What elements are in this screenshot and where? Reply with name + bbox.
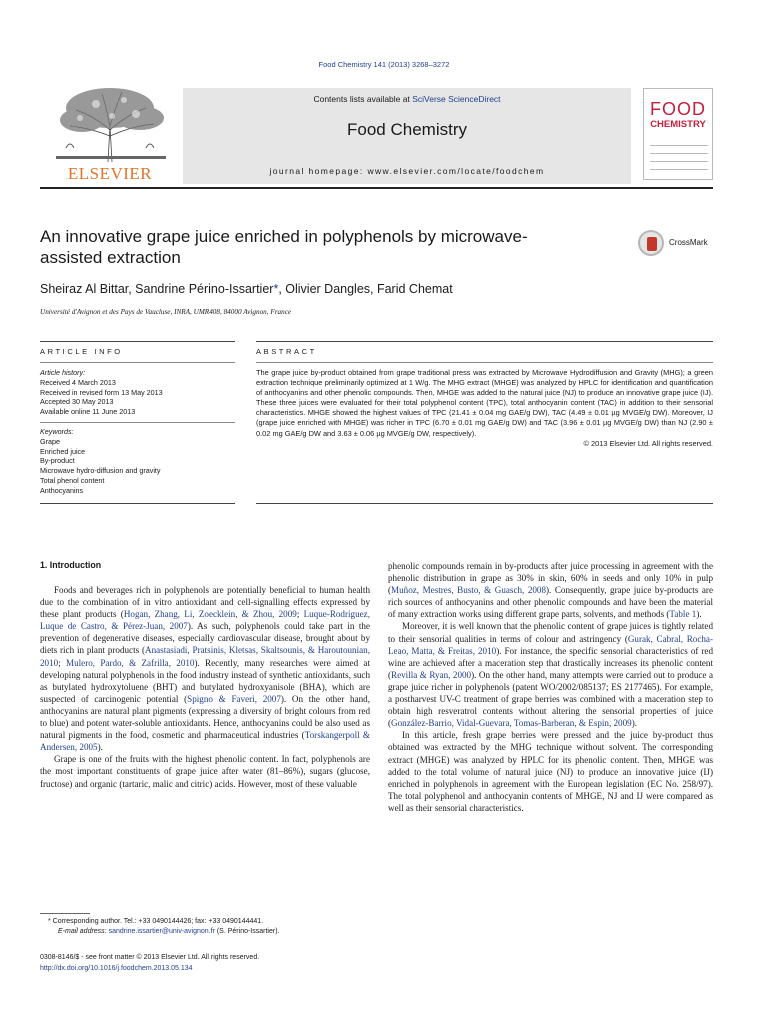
abstract-heading: ABSTRACT (256, 347, 317, 356)
body-paragraph (388, 560, 713, 620)
keyword-list (40, 437, 235, 496)
article-title: An innovative grape juice enriched in polyphenols by microwave-assisted extraction (40, 227, 528, 267)
keyword-item: By-product (40, 456, 75, 466)
crossmark-label: CrossMark (669, 238, 708, 247)
elsevier-tree-icon (46, 86, 176, 164)
abstract (256, 368, 713, 449)
article-info-heading: ARTICLE INFO (40, 347, 123, 356)
sciencedirect-link[interactable]: SciVerse ScienceDirect (412, 94, 501, 104)
body-text: Moreover, it is well known that the phenolic content of grape juices is tightly related to their sensorial qualities in terms of colour and astringency ( (388, 621, 713, 644)
body-paragraph (40, 584, 370, 753)
crossmark-icon (638, 230, 664, 256)
journal-homepage[interactable]: journal homepage: www.elsevier.com/locate/foodchem (269, 166, 545, 176)
keyword-item: Total phenol content (40, 475, 105, 485)
body-text: ; (296, 609, 304, 620)
citation-link[interactable]: Luque-Rodríguez, Luque de Castro, & Pérez-Juan, 2007 (40, 609, 370, 632)
citation-link[interactable]: Table 1 (669, 609, 697, 620)
info-top-rule (40, 341, 235, 342)
affiliation: Université d'Avignon et des Pays de Vaucluse, INRA, UMR408, 84000 Avignon, France (40, 308, 292, 316)
history-list (40, 378, 235, 417)
article-info (40, 368, 235, 496)
doi-link[interactable]: http://dx.doi.org/10.1016/j.foodchem.2013.05.134 (40, 965, 193, 972)
journal-title: Food Chemistry (347, 120, 467, 139)
citation-link[interactable]: Spigno & Faveri, 2007 (187, 693, 281, 704)
history-label: Article history: (40, 368, 86, 377)
email-label: E-mail address: (58, 928, 109, 935)
abstract-top-rule (256, 341, 713, 342)
body-column-left (40, 584, 370, 790)
keyword-item: Microwave hydro-diffusion and gravity (40, 466, 161, 476)
body-text: phenolic compounds remain in by-products after juice processing in agreement with the phenolic distribution in grape as 30% in skin, 60% in seeds and only 10% in pulp ( (388, 561, 713, 596)
footnote (40, 917, 370, 937)
contents-line (183, 94, 631, 104)
keywords-label: Keywords: (40, 426, 74, 436)
body-text: Grape is one of the fruits with the highest phenolic content. In fact, polyphenols are the most important constituents of grape juice after water (81–86%), sugars (glucose, fructose) and organic (tartaric, malic and citric) acids. However, most of these valuable (40, 754, 370, 789)
citation-link[interactable]: González-Barrio, Vidal-Guevara, Tomas-Barberan, & Espin, 2009 (391, 718, 632, 729)
history-item: Received 4 March 2013 (40, 377, 116, 387)
body-text: ). (631, 718, 637, 729)
body-text: ). Recently, many researches were aimed at developing natural polyphenols in the food industry instead of synthetic antioxidants, such as butylated hydroxytoluene (BHT) and butylated hydroxyanisole (BHA), which are suspected of carcinogenic potential ( (40, 657, 370, 704)
journal-cover[interactable] (643, 88, 713, 180)
header-divider (40, 187, 713, 189)
citation-link[interactable]: Hogan, Zhang, Li, Zoecklein, & Zhou, 2009 (123, 609, 297, 620)
citation-link[interactable]: Muñoz, Mestres, Busto, & Guasch, 2008 (391, 585, 547, 596)
keyword-item: Anthocyanins (40, 485, 84, 495)
body-column-right (388, 560, 713, 814)
contents-prefix: Contents lists available at (313, 94, 413, 104)
citation-link[interactable]: Mulero, Pardo, & Zafrilla, 2010 (66, 657, 195, 668)
corresponding-author-mark[interactable]: * (273, 282, 279, 296)
citation-link[interactable]: Anastasiadi, Pratsinis, Kletsas, Skaltsounis, & Haroutounian, 2010 (40, 645, 370, 668)
abstract-text: The grape juice by-product obtained from grape traditional press was extracted by Microwave Hydrodiffusion and Gravity (MHG); a green extraction technique preliminarily optimized at 1 W/g. The MHG extract (MHGE) was analyzed by HPLC for identification and quantification of anthocyanins and other phenolic compounds. Then, MHGE was added to the natural juice (NJ) to produce an innovative grape juice (IJ). These three juices were evaluated for their total polyphenol content (TPC), total anthocyanin content (TAC) in addition to their sensorial characteristics. MHGE showed the highest values of TPC (21.41 ± 0.04 mg GAE/g DW), TAC (4.49 ± 0.01 µg MVGE/g DW). Moreover, IJ (grape juice enriched with MHGE) was richer in TPC (6.70 ± 0.01 mg GAE/g DW) and TAC (3.96 ± 0.01 µg MVGE/g DW) than NJ (2.90 ± 0.02 mg GAE/g DW and 3.63 ± 0.06 µg MVGE/g DW, respectively). (256, 368, 713, 438)
issn-line: 0308-8146/$ - see front matter © 2013 Elsevier Ltd. All rights reserved. (40, 954, 260, 961)
info-bottom-rule (40, 503, 235, 504)
citation-link[interactable]: Torskangerpoll & Andersen, 2005 (40, 730, 370, 753)
abstract-sub-rule (256, 362, 713, 363)
citation-link[interactable]: Revilla & Ryan, 2000 (391, 669, 472, 680)
body-text: ). On the other hand, anthocyanins are natural plant pigments (expressing a diversity of bright colours from red to blue) and potent water-soluble antioxidants. Hence, anthocyanins could be also used as natural pigments in the food, cosmetic and pharmaceutical industries ( (40, 693, 370, 741)
body-text: ; (58, 657, 66, 668)
body-text: ). (97, 742, 103, 753)
info-sub-rule (40, 362, 235, 363)
authors-part-1: Sheiraz Al Bittar, Sandrine Périno-Issartier (40, 282, 274, 296)
elsevier-logo[interactable] (40, 86, 180, 182)
body-text: ). On the other hand, many attempts were carried out to produce a grape juice richer in polyphenols (patent WO/2002/085137; ES 2177465). For example, a postharvest UV-C treatment of grape berries was combined with a maceration step to obtain high resveratrol contents without altering the sensorial properties of juice ( (388, 669, 713, 729)
citation-link[interactable]: Gurak, Cabral, Rocha-Leao, Matta, & Freitas, 2010 (388, 633, 713, 656)
history-item: Accepted 30 May 2013 (40, 397, 114, 407)
footnote-rule (40, 913, 90, 914)
author-email-link[interactable]: sandrine.issartier@univ-avignon.fr (108, 928, 215, 935)
body-text: ). Consequently, grape juice by-products are rich sources of anthocyanins and other phenolic compounds and have been the material of many extraction works using different grape parts, solvents, and methods ( (388, 585, 713, 620)
corresponding-author-note: * Corresponding author. Tel.: +33 0490144426; fax: +33 0490144441. (48, 918, 264, 925)
crossmark-badge[interactable] (638, 230, 728, 258)
authors-part-2: , Olivier Dangles, Farid Chemat (278, 282, 453, 296)
abstract-copyright: © 2013 Elsevier Ltd. All rights reserved. (583, 438, 713, 448)
keyword-item: Grape (40, 436, 60, 446)
cover-title-chemistry: CHEMISTRY (650, 119, 706, 130)
keywords-rule (40, 422, 235, 423)
body-text: ). As such, polyphenols could take part in the prevention of degenerative diseases, especially cardiovascular disease, brought about by diets rich in plant products ( (40, 621, 370, 656)
body-paragraph (388, 729, 713, 814)
history-item: Available online 11 June 2013 (40, 407, 136, 417)
body-paragraph (40, 753, 370, 789)
journal-citation[interactable]: Food Chemistry 141 (2013) 3268–3272 (318, 60, 450, 69)
body-text: ). (696, 609, 702, 620)
keyword-item: Enriched juice (40, 446, 86, 456)
body-text: In this article, fresh grape berries were pressed and the juice by-product thus obtained was extracted by the MHG technique without solvent. The corresponding extract (MHGE) was analyzed by HPLC for its phenolic content. Then, MHGE was added to the total volume of natural juice (NJ) to produce an innovative juice (IJ) enriched in polyphenols in agreement with the European legislation (EC No. 258/97). The total polyphenol and anthocyanin contents of MHGE, NJ and IJ were compared as well as their sensorial characteristics. (388, 730, 713, 813)
publisher-name: ELSEVIER (67, 164, 153, 183)
body-text: Foods and beverages rich in polyphenols are potentially beneficial to human health due to the combination of in vitro antioxidant and cell-signalling effects expressed by these plant products ( (40, 585, 370, 620)
history-item: Received in revised form 13 May 2013 (40, 387, 163, 397)
email-suffix: (S. Périno-Issartier). (214, 928, 280, 935)
author-list (40, 282, 453, 296)
body-paragraph (388, 620, 713, 729)
journal-masthead (183, 88, 631, 184)
section-heading-introduction: 1. Introduction (40, 560, 102, 570)
bottom-matter (40, 952, 370, 974)
body-text: ). For instance, the specific sensorial characteristics of red wine are achieved after a maceration step that drastically increases its phenolic content ( (388, 645, 714, 680)
cover-title-food: FOOD (650, 99, 706, 119)
abstract-bottom-rule (256, 503, 713, 504)
